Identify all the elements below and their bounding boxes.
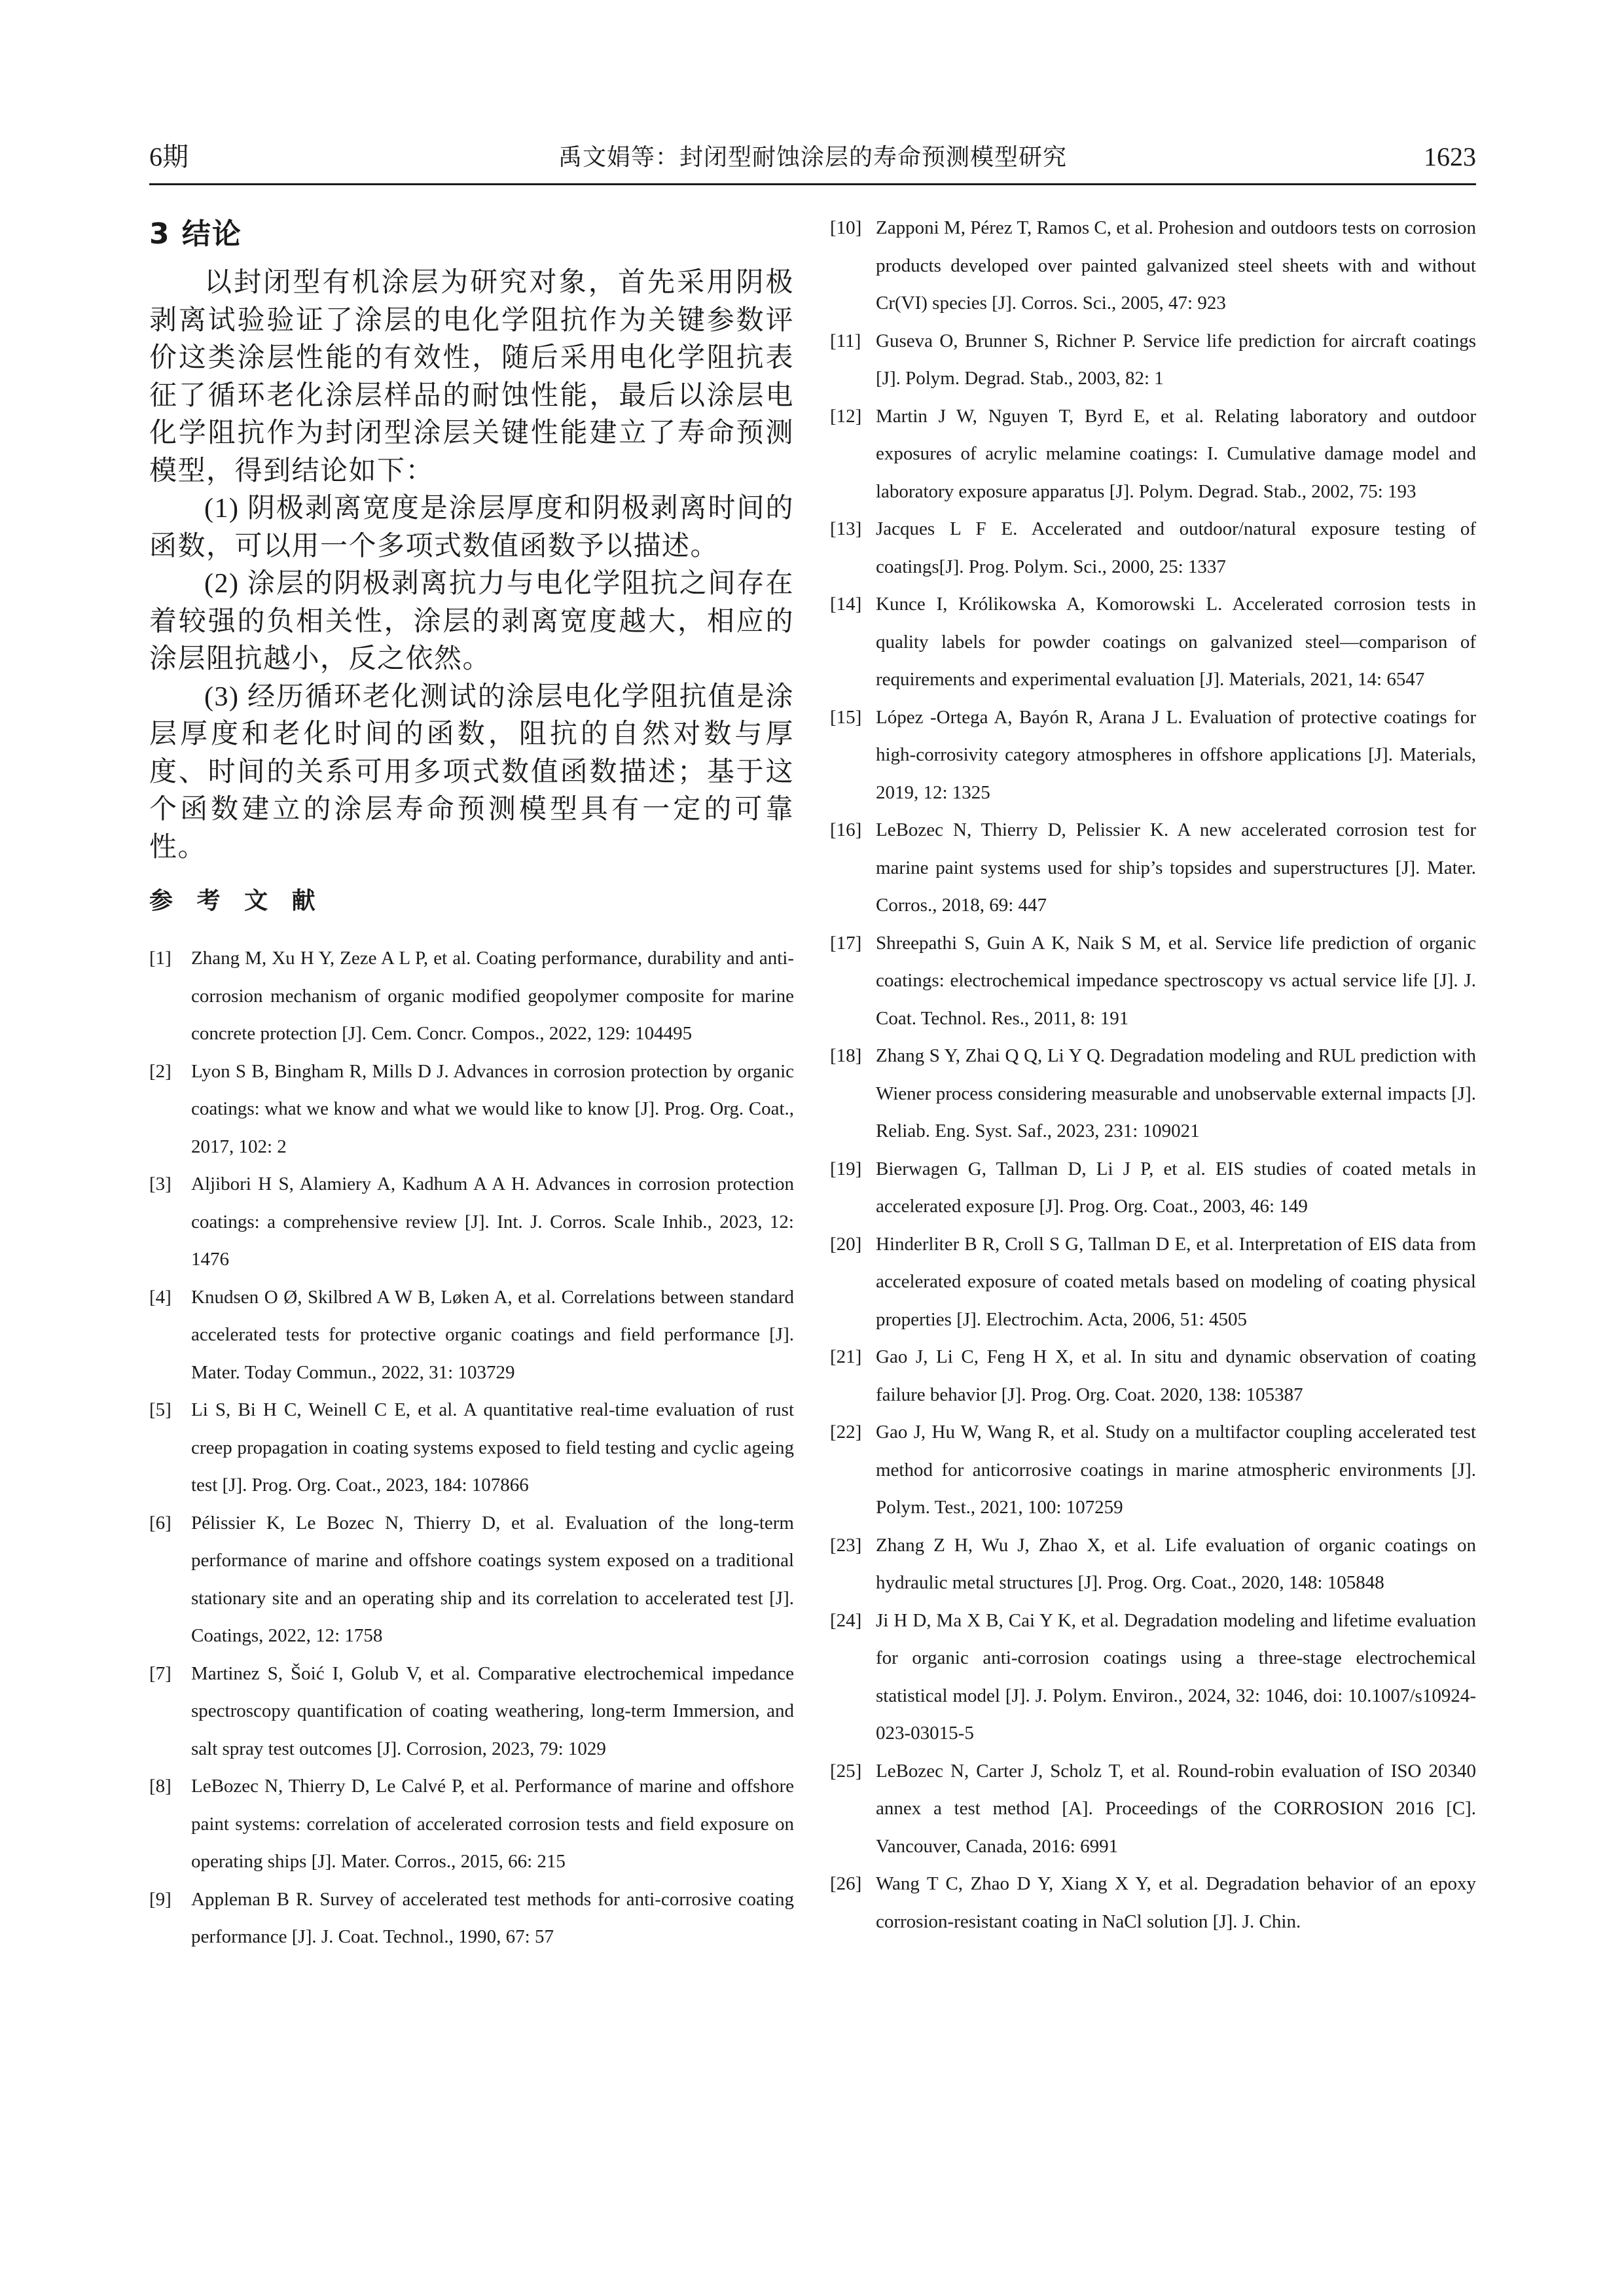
reference-item: [830, 1753, 1476, 1866]
reference-text: LeBozec N, Thierry D, Pelissier K. A new accelerated corrosion test for marine paint systems used for ship’s topsides and superstructures [J]. Mater. Corros., 2018, 69: 447: [876, 819, 1476, 916]
references-heading: 参 考 文 献: [149, 888, 323, 914]
reference-number: [21]: [830, 1346, 862, 1367]
reference-item: [149, 1768, 794, 1881]
reference-number: [7]: [149, 1662, 171, 1684]
reference-item: [149, 1881, 794, 1956]
running-title: 禹文娟等：封闭型耐蚀涂层的寿命预测模型研究: [558, 144, 1067, 170]
reference-number: [8]: [149, 1776, 171, 1797]
reference-item: [830, 1527, 1476, 1602]
reference-text: Guseva O, Brunner S, Richner P. Service life prediction for aircraft coatings [J]. Polym. Degrad. Stab., 2003, 82: 1: [876, 330, 1476, 389]
reference-number: [5]: [149, 1399, 171, 1420]
reference-text: Knudsen O Ø, Skilbred A W B, Løken A, et al. Correlations between standard accelerated tests for protective organic coatings and field performance [J]. Mater. Today Commun., 2022, 31: 103729: [191, 1286, 794, 1383]
header-rule: [149, 183, 1476, 185]
conclusion-paragraph: (2) 涂层的阴极剥离抗力与电化学阻抗之间存在着较强的负相关性，涂层的剥离宽度越大，相应的涂层阻抗越小，反之依然。: [149, 569, 794, 674]
reference-text: Hinderliter B R, Croll S G, Tallman D E, et al. Interpretation of EIS data from accelerated exposure of coated metals based on modeling of coating physical properties [J]. Electrochim. Acta, 2006, 51: 4505: [876, 1233, 1476, 1330]
reference-number: [2]: [149, 1060, 171, 1082]
reference-item: [149, 1391, 794, 1505]
reference-text: Wang T C, Zhao D Y, Xiang X Y, et al. Degradation behavior of an epoxy corrosion-resistant coating in NaCl solution [J]. J. Chin.: [876, 1873, 1476, 1932]
reference-item: [830, 586, 1476, 699]
reference-text: Ji H D, Ma X B, Cai Y K, et al. Degradation modeling and lifetime evaluation for organic anti-corrosion coatings using a three-stage electrochemical statistical model [J]. J. Polym. Environ., 2024, 32: 1046, doi: 10.1007/s10924-023-03015-5: [876, 1609, 1476, 1744]
reference-text: Bierwagen G, Tallman D, Li J P, et al. EIS studies of coated metals in accelerated exposure [J]. Prog. Org. Coat., 2003, 46: 149: [876, 1158, 1476, 1217]
reference-number: [11]: [830, 330, 861, 351]
reference-text: Zhang Z H, Wu J, Zhao X, et al. Life evaluation of organic coatings on hydraulic metal structures [J]. Prog. Org. Coat., 2020, 148: 105848: [876, 1534, 1476, 1593]
reference-item: [149, 940, 794, 1053]
reference-text: Lyon S B, Bingham R, Mills D J. Advances in corrosion protection by organic coatings: what we know and what we would like to know [J]. Prog. Org. Coat., 2017, 102: 2: [191, 1060, 794, 1157]
reference-number: [19]: [830, 1158, 862, 1179]
reference-number: [9]: [149, 1888, 171, 1910]
reference-list-left: [149, 940, 794, 1956]
reference-number: [14]: [830, 594, 862, 615]
reference-text: Zhang M, Xu H Y, Zeze A L P, et al. Coating performance, durability and anti-corrosion mechanism of organic modified geopolymer composite for marine concrete protection [J]. Cem. Concr. Compos., 2022, 129: 104495: [191, 948, 794, 1044]
reference-item: [830, 925, 1476, 1038]
reference-item: [830, 1037, 1476, 1151]
reference-text: Jacques L F E. Accelerated and outdoor/natural exposure testing of coatings[J]. Prog. Polym. Sci., 2000, 25: 1337: [876, 518, 1476, 577]
reference-text: Martinez S, Šoić I, Golub V, et al. Comparative electrochemical impedance spectroscopy quantification of coating weathering, long-term Immersion, and salt spray test outcomes [J]. Corrosion, 2023, 79: 1029: [191, 1662, 794, 1759]
reference-item: [149, 1279, 794, 1392]
reference-text: Kunce I, Królikowska A, Komorowski L. Accelerated corrosion tests in quality labels for powder coatings on galvanized steel—comparison of requirements and experimental evaluation [J]. Materials, 2021, 14: 6547: [876, 594, 1476, 690]
reference-text: Zapponi M, Pérez T, Ramos C, et al. Prohesion and outdoors tests on corrosion products developed over painted galvanized steel sheets with and without Cr(VI) species [J]. Corros. Sci., 2005, 47: 923: [876, 217, 1476, 314]
reference-item: [149, 1655, 794, 1768]
reference-number: [16]: [830, 819, 862, 840]
reference-number: [1]: [149, 948, 171, 969]
reference-text: LeBozec N, Thierry D, Le Calvé P, et al. Performance of marine and offshore paint systems: correlation of accelerated corrosion tests and field exposure on operating ships [J]. Mater. Corros., 2015, 66: 215: [191, 1776, 794, 1872]
conclusion-paragraph: 以封闭型有机涂层为研究对象，首先采用阴极剥离试验验证了涂层的电化学阻抗作为关键参数评价这类涂层性能的有效性，随后采用电化学阻抗表征了循环老化涂层样品的耐蚀性能，最后以涂层电化学阻抗作为封闭型涂层关键性能建立了寿命预测模型，得到结论如下：: [149, 268, 794, 486]
reference-text: Aljibori H S, Alamiery A, Kadhum A A H. Advances in corrosion protection coatings: a comprehensive review [J]. Int. J. Corros. Scale Inhib., 2023, 12: 1476: [191, 1174, 794, 1270]
reference-text: López -Ortega A, Bayón R, Arana J L. Evaluation of protective coatings for high-corrosivity category atmospheres in offshore applications [J]. Materials, 2019, 12: 1325: [876, 706, 1476, 803]
reference-item: [830, 511, 1476, 586]
reference-list-right: [830, 209, 1476, 1941]
reference-text: Gao J, Hu W, Wang R, et al. Study on a multifactor coupling accelerated test method for anticorrosive coatings in marine atmospheric environments [J]. Polym. Test., 2021, 100: 107259: [876, 1422, 1476, 1518]
reference-text: LeBozec N, Carter J, Scholz T, et al. Round-robin evaluation of ISO 20340 annex a test method [A]. Proceedings of the CORROSION 2016 [C]. Vancouver, Canada, 2016: 6991: [876, 1760, 1476, 1857]
right-column: [830, 209, 1476, 1941]
reference-number: [18]: [830, 1045, 862, 1066]
section-title: 3 结论: [149, 217, 242, 251]
reference-item: [830, 1226, 1476, 1339]
reference-item: [830, 699, 1476, 812]
reference-number: [25]: [830, 1760, 862, 1782]
reference-text: Gao J, Li C, Feng H X, et al. In situ and dynamic observation of coating failure behavior [J]. Prog. Org. Coat. 2020, 138: 105387: [876, 1346, 1476, 1405]
left-column: [149, 208, 794, 1956]
reference-text: Martin J W, Nguyen T, Byrd E, et al. Relating laboratory and outdoor exposures of acrylic melamine coatings: I. Cumulative damage model and laboratory exposure apparatus [J]. Polym. Degrad. Stab., 2002, 75: 193: [876, 405, 1476, 502]
reference-item: [830, 1414, 1476, 1527]
reference-number: [23]: [830, 1534, 862, 1556]
reference-number: [24]: [830, 1609, 862, 1631]
reference-number: [26]: [830, 1873, 862, 1894]
reference-item: [830, 323, 1476, 398]
running-header: [149, 137, 1476, 177]
reference-number: [17]: [830, 932, 862, 954]
reference-number: [12]: [830, 405, 862, 427]
reference-item: [830, 398, 1476, 511]
reference-number: [4]: [149, 1286, 171, 1308]
issue-number: 6期: [149, 142, 189, 171]
reference-item: [149, 1166, 794, 1279]
reference-number: [6]: [149, 1512, 171, 1534]
reference-number: [13]: [830, 518, 862, 539]
reference-number: [22]: [830, 1422, 862, 1443]
reference-item: [830, 1151, 1476, 1226]
reference-text: Pélissier K, Le Bozec N, Thierry D, et al. Evaluation of the long-term performance of marine and offshore coatings system exposed on a traditional stationary site and an operating ship and its correlation to accelerated test [J]. Coatings, 2022, 12: 1758: [191, 1512, 794, 1646]
reference-item: [830, 1338, 1476, 1414]
reference-number: [20]: [830, 1233, 862, 1255]
reference-item: [149, 1053, 794, 1166]
reference-number: [15]: [830, 706, 862, 728]
page-number: 1623: [1424, 142, 1476, 171]
reference-text: Zhang S Y, Zhai Q Q, Li Y Q. Degradation modeling and RUL prediction with Wiener process considering measurable and unobservable external impacts [J]. Reliab. Eng. Syst. Saf., 2023, 231: 109021: [876, 1045, 1476, 1141]
reference-item: [830, 1602, 1476, 1753]
reference-item: [830, 1865, 1476, 1941]
reference-number: [3]: [149, 1174, 171, 1194]
reference-text: Li S, Bi H C, Weinell C E, et al. A quantitative real-time evaluation of rust creep propagation in coating systems exposed to field testing and cyclic ageing test [J]. Prog. Org. Coat., 2023, 184: 107866: [191, 1399, 794, 1496]
conclusion-paragraph: (3) 经历循环老化测试的涂层电化学阻抗值是涂层厚度和老化时间的函数，阻抗的自然对数与厚度、时间的关系可用多项式数值函数描述；基于这个函数建立的涂层寿命预测模型具有一定的可靠性。: [149, 681, 794, 863]
reference-item: [830, 209, 1476, 323]
conclusion-paragraph: (1) 阴极剥离宽度是涂层厚度和阴极剥离时间的函数，可以用一个多项式数值函数予以描述。: [149, 493, 794, 562]
reference-item: [830, 812, 1476, 925]
reference-text: Appleman B R. Survey of accelerated test methods for anti-corrosive coating performance [J]. J. Coat. Technol., 1990, 67: 57: [191, 1888, 794, 1947]
reference-text: Shreepathi S, Guin A K, Naik S M, et al. Service life prediction of organic coatings: electrochemical impedance spectroscopy vs actual service life [J]. J. Coat. Technol. Res., 2011, 8: 191: [876, 932, 1476, 1029]
reference-number: [10]: [830, 217, 862, 238]
reference-item: [149, 1505, 794, 1655]
